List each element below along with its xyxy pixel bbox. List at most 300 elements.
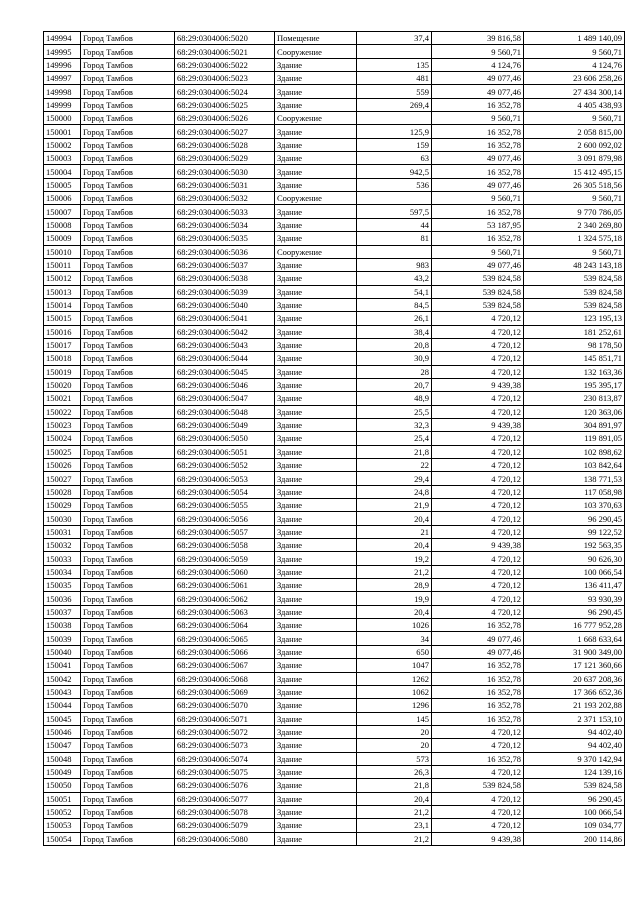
object-type-cell: Здание <box>275 352 357 365</box>
cadastral-value-cell: 17 366 652,36 <box>524 685 625 698</box>
rate-cell: 49 077,46 <box>432 645 524 658</box>
cadastral-number-cell: 68:29:0304006:5055 <box>175 499 275 512</box>
rate-cell: 539 824,58 <box>432 285 524 298</box>
city-cell: Город Тамбов <box>81 165 175 178</box>
table-row <box>44 685 625 698</box>
row-number-cell: 149999 <box>44 98 81 111</box>
area-cell <box>357 45 432 58</box>
table-row <box>44 245 625 258</box>
area-cell: 21,9 <box>357 499 432 512</box>
city-cell: Город Тамбов <box>81 445 175 458</box>
area-cell <box>357 192 432 205</box>
row-number-cell: 150028 <box>44 485 81 498</box>
cadastral-value-cell: 230 813,87 <box>524 392 625 405</box>
object-type-cell: Здание <box>275 565 357 578</box>
city-cell: Город Тамбов <box>81 725 175 738</box>
cadastral-number-cell: 68:29:0304006:5033 <box>175 205 275 218</box>
cadastral-value-cell: 4 405 438,93 <box>524 98 625 111</box>
object-type-cell: Здание <box>275 178 357 191</box>
cadastral-number-cell: 68:29:0304006:5063 <box>175 605 275 618</box>
rate-cell: 4 720,12 <box>432 472 524 485</box>
table-row <box>44 365 625 378</box>
object-type-cell: Здание <box>275 418 357 431</box>
rate-cell: 4 720,12 <box>432 312 524 325</box>
cadastral-number-cell: 68:29:0304006:5076 <box>175 779 275 792</box>
city-cell: Город Тамбов <box>81 659 175 672</box>
area-cell: 21,2 <box>357 565 432 578</box>
city-cell: Город Тамбов <box>81 472 175 485</box>
rate-cell: 16 352,78 <box>432 672 524 685</box>
table-row <box>44 699 625 712</box>
cadastral-value-cell: 23 606 258,26 <box>524 72 625 85</box>
rate-cell: 4 720,12 <box>432 725 524 738</box>
cadastral-value-cell: 20 637 208,36 <box>524 672 625 685</box>
cadastral-value-cell: 2 371 153,10 <box>524 712 625 725</box>
cadastral-value-cell: 2 340 269,80 <box>524 218 625 231</box>
cadastral-number-cell: 68:29:0304006:5047 <box>175 392 275 405</box>
city-cell: Город Тамбов <box>81 138 175 151</box>
city-cell: Город Тамбов <box>81 178 175 191</box>
object-type-cell: Сооружение <box>275 192 357 205</box>
table-row <box>44 218 625 231</box>
cadastral-value-cell: 94 402,40 <box>524 725 625 738</box>
area-cell: 20 <box>357 739 432 752</box>
row-number-cell: 150007 <box>44 205 81 218</box>
rate-cell: 539 824,58 <box>432 272 524 285</box>
rate-cell: 4 720,12 <box>432 392 524 405</box>
table-row <box>44 672 625 685</box>
city-cell: Город Тамбов <box>81 285 175 298</box>
row-number-cell: 149995 <box>44 45 81 58</box>
rate-cell: 9 560,71 <box>432 245 524 258</box>
area-cell: 21,2 <box>357 832 432 845</box>
rate-cell: 49 077,46 <box>432 85 524 98</box>
city-cell: Город Тамбов <box>81 58 175 71</box>
cadastral-number-cell: 68:29:0304006:5024 <box>175 85 275 98</box>
cadastral-number-cell: 68:29:0304006:5044 <box>175 352 275 365</box>
rate-cell: 16 352,78 <box>432 752 524 765</box>
table-row <box>44 739 625 752</box>
row-number-cell: 149997 <box>44 72 81 85</box>
cadastral-number-cell: 68:29:0304006:5030 <box>175 165 275 178</box>
row-number-cell: 150003 <box>44 152 81 165</box>
area-cell <box>357 245 432 258</box>
city-cell: Город Тамбов <box>81 205 175 218</box>
cadastral-number-cell: 68:29:0304006:5074 <box>175 752 275 765</box>
city-cell: Город Тамбов <box>81 832 175 845</box>
cadastral-number-cell: 68:29:0304006:5057 <box>175 525 275 538</box>
cadastral-number-cell: 68:29:0304006:5049 <box>175 418 275 431</box>
cadastral-value-cell: 100 066,54 <box>524 805 625 818</box>
rate-cell: 16 352,78 <box>432 232 524 245</box>
row-number-cell: 149994 <box>44 32 81 45</box>
city-cell: Город Тамбов <box>81 712 175 725</box>
table-row <box>44 98 625 111</box>
rate-cell: 16 352,78 <box>432 619 524 632</box>
row-number-cell: 150014 <box>44 298 81 311</box>
area-cell: 125,9 <box>357 125 432 138</box>
area-cell: 20,4 <box>357 512 432 525</box>
city-cell: Город Тамбов <box>81 765 175 778</box>
table-row <box>44 112 625 125</box>
rate-cell: 4 720,12 <box>432 565 524 578</box>
row-number-cell: 150021 <box>44 392 81 405</box>
city-cell: Город Тамбов <box>81 552 175 565</box>
area-cell: 44 <box>357 218 432 231</box>
object-type-cell: Здание <box>275 579 357 592</box>
cadastral-number-cell: 68:29:0304006:5028 <box>175 138 275 151</box>
rate-cell: 4 720,12 <box>432 512 524 525</box>
cadastral-number-cell: 68:29:0304006:5071 <box>175 712 275 725</box>
city-cell: Город Тамбов <box>81 405 175 418</box>
city-cell: Город Тамбов <box>81 805 175 818</box>
row-number-cell: 150006 <box>44 192 81 205</box>
cadastral-value-cell: 1 668 633,64 <box>524 632 625 645</box>
city-cell: Город Тамбов <box>81 218 175 231</box>
rate-cell: 4 720,12 <box>432 792 524 805</box>
rate-cell: 9 560,71 <box>432 112 524 125</box>
table-row <box>44 472 625 485</box>
city-cell: Город Тамбов <box>81 232 175 245</box>
table-row <box>44 432 625 445</box>
cadastral-number-cell: 68:29:0304006:5032 <box>175 192 275 205</box>
cadastral-number-cell: 68:29:0304006:5080 <box>175 832 275 845</box>
rate-cell: 16 352,78 <box>432 659 524 672</box>
rate-cell: 9 439,38 <box>432 832 524 845</box>
row-number-cell: 150048 <box>44 752 81 765</box>
area-cell <box>357 112 432 125</box>
cadastral-value-cell: 138 771,53 <box>524 472 625 485</box>
cadastral-number-cell: 68:29:0304006:5061 <box>175 579 275 592</box>
row-number-cell: 150035 <box>44 579 81 592</box>
object-type-cell: Здание <box>275 539 357 552</box>
cadastral-value-cell: 539 824,58 <box>524 272 625 285</box>
object-type-cell: Здание <box>275 712 357 725</box>
cadastral-value-cell: 9 560,71 <box>524 112 625 125</box>
cadastral-number-cell: 68:29:0304006:5068 <box>175 672 275 685</box>
rate-cell: 16 352,78 <box>432 98 524 111</box>
cadastral-number-cell: 68:29:0304006:5040 <box>175 298 275 311</box>
table-row <box>44 459 625 472</box>
cadastral-number-cell: 68:29:0304006:5036 <box>175 245 275 258</box>
rate-cell: 4 720,12 <box>432 552 524 565</box>
cadastral-number-cell: 68:29:0304006:5075 <box>175 765 275 778</box>
object-type-cell: Здание <box>275 699 357 712</box>
city-cell: Город Тамбов <box>81 352 175 365</box>
object-type-cell: Здание <box>275 752 357 765</box>
row-number-cell: 150017 <box>44 338 81 351</box>
rate-cell: 9 560,71 <box>432 192 524 205</box>
row-number-cell: 150026 <box>44 459 81 472</box>
cadastral-value-cell: 117 058,98 <box>524 485 625 498</box>
row-number-cell: 150008 <box>44 218 81 231</box>
row-number-cell: 150038 <box>44 619 81 632</box>
cadastral-value-cell: 48 243 143,18 <box>524 258 625 271</box>
row-number-cell: 150044 <box>44 699 81 712</box>
table-row <box>44 285 625 298</box>
area-cell: 29,4 <box>357 472 432 485</box>
city-cell: Город Тамбов <box>81 72 175 85</box>
cadastral-value-cell: 123 195,13 <box>524 312 625 325</box>
table-row <box>44 792 625 805</box>
city-cell: Город Тамбов <box>81 378 175 391</box>
area-cell: 597,5 <box>357 205 432 218</box>
area-cell: 32,3 <box>357 418 432 431</box>
object-type-cell: Здание <box>275 765 357 778</box>
cadastral-number-cell: 68:29:0304006:5025 <box>175 98 275 111</box>
city-cell: Город Тамбов <box>81 525 175 538</box>
cadastral-number-cell: 68:29:0304006:5073 <box>175 739 275 752</box>
table-row <box>44 72 625 85</box>
cadastral-number-cell: 68:29:0304006:5031 <box>175 178 275 191</box>
object-type-cell: Здание <box>275 659 357 672</box>
area-cell: 650 <box>357 645 432 658</box>
object-type-cell: Сооружение <box>275 45 357 58</box>
cadastral-number-cell: 68:29:0304006:5056 <box>175 512 275 525</box>
rate-cell: 4 720,12 <box>432 432 524 445</box>
row-number-cell: 150005 <box>44 178 81 191</box>
table-row <box>44 539 625 552</box>
area-cell: 21 <box>357 525 432 538</box>
object-type-cell: Здание <box>275 605 357 618</box>
city-cell: Город Тамбов <box>81 459 175 472</box>
row-number-cell: 150015 <box>44 312 81 325</box>
property-table <box>43 31 625 846</box>
city-cell: Город Тамбов <box>81 98 175 111</box>
table-row <box>44 632 625 645</box>
cadastral-value-cell: 539 824,58 <box>524 285 625 298</box>
row-number-cell: 150023 <box>44 418 81 431</box>
area-cell: 481 <box>357 72 432 85</box>
table-row <box>44 298 625 311</box>
object-type-cell: Здание <box>275 672 357 685</box>
area-cell: 145 <box>357 712 432 725</box>
rate-cell: 16 352,78 <box>432 125 524 138</box>
area-cell: 28 <box>357 365 432 378</box>
area-cell: 43,2 <box>357 272 432 285</box>
object-type-cell: Здание <box>275 392 357 405</box>
table-row <box>44 58 625 71</box>
table-row <box>44 565 625 578</box>
cadastral-number-cell: 68:29:0304006:5022 <box>175 58 275 71</box>
object-type-cell: Здание <box>275 138 357 151</box>
area-cell: 20,4 <box>357 539 432 552</box>
rate-cell: 49 077,46 <box>432 632 524 645</box>
row-number-cell: 150032 <box>44 539 81 552</box>
cadastral-number-cell: 68:29:0304006:5042 <box>175 325 275 338</box>
area-cell: 1062 <box>357 685 432 698</box>
cadastral-value-cell: 1 489 140,09 <box>524 32 625 45</box>
table-row <box>44 525 625 538</box>
city-cell: Город Тамбов <box>81 739 175 752</box>
table-row <box>44 232 625 245</box>
row-number-cell: 149998 <box>44 85 81 98</box>
city-cell: Город Тамбов <box>81 792 175 805</box>
area-cell: 1047 <box>357 659 432 672</box>
rate-cell: 4 720,12 <box>432 819 524 832</box>
cadastral-number-cell: 68:29:0304006:5041 <box>175 312 275 325</box>
table-row <box>44 165 625 178</box>
cadastral-number-cell: 68:29:0304006:5029 <box>175 152 275 165</box>
table-row <box>44 392 625 405</box>
cadastral-value-cell: 15 412 495,15 <box>524 165 625 178</box>
city-cell: Город Тамбов <box>81 752 175 765</box>
object-type-cell: Здание <box>275 338 357 351</box>
table-row <box>44 32 625 45</box>
cadastral-number-cell: 68:29:0304006:5060 <box>175 565 275 578</box>
table-row <box>44 805 625 818</box>
city-cell: Город Тамбов <box>81 392 175 405</box>
cadastral-value-cell: 1 324 575,18 <box>524 232 625 245</box>
row-number-cell: 150004 <box>44 165 81 178</box>
object-type-cell: Здание <box>275 405 357 418</box>
rate-cell: 9 439,38 <box>432 378 524 391</box>
area-cell: 26,3 <box>357 765 432 778</box>
object-type-cell: Здание <box>275 232 357 245</box>
area-cell: 30,9 <box>357 352 432 365</box>
row-number-cell: 150037 <box>44 605 81 618</box>
area-cell: 20,4 <box>357 605 432 618</box>
cadastral-value-cell: 181 252,61 <box>524 325 625 338</box>
row-number-cell: 150036 <box>44 592 81 605</box>
object-type-cell: Сооружение <box>275 245 357 258</box>
rate-cell: 4 720,12 <box>432 405 524 418</box>
cadastral-value-cell: 98 178,50 <box>524 338 625 351</box>
cadastral-value-cell: 9 370 142,94 <box>524 752 625 765</box>
area-cell: 983 <box>357 258 432 271</box>
object-type-cell: Здание <box>275 298 357 311</box>
table-row <box>44 445 625 458</box>
row-number-cell: 150010 <box>44 245 81 258</box>
object-type-cell: Здание <box>275 165 357 178</box>
cadastral-value-cell: 119 891,05 <box>524 432 625 445</box>
cadastral-number-cell: 68:29:0304006:5070 <box>175 699 275 712</box>
object-type-cell: Здание <box>275 779 357 792</box>
table-row <box>44 152 625 165</box>
table-row <box>44 378 625 391</box>
object-type-cell: Здание <box>275 552 357 565</box>
city-cell: Город Тамбов <box>81 819 175 832</box>
city-cell: Город Тамбов <box>81 539 175 552</box>
city-cell: Город Тамбов <box>81 605 175 618</box>
row-number-cell: 150047 <box>44 739 81 752</box>
cadastral-number-cell: 68:29:0304006:5027 <box>175 125 275 138</box>
rate-cell: 16 352,78 <box>432 205 524 218</box>
row-number-cell: 150019 <box>44 365 81 378</box>
area-cell: 20,4 <box>357 792 432 805</box>
cadastral-number-cell: 68:29:0304006:5066 <box>175 645 275 658</box>
rate-cell: 4 720,12 <box>432 485 524 498</box>
object-type-cell: Здание <box>275 325 357 338</box>
table-row <box>44 779 625 792</box>
cadastral-value-cell: 304 891,97 <box>524 418 625 431</box>
row-number-cell: 150043 <box>44 685 81 698</box>
city-cell: Город Тамбов <box>81 112 175 125</box>
table-row <box>44 499 625 512</box>
area-cell: 159 <box>357 138 432 151</box>
cadastral-number-cell: 68:29:0304006:5072 <box>175 725 275 738</box>
table-row <box>44 725 625 738</box>
city-cell: Город Тамбов <box>81 579 175 592</box>
cadastral-value-cell: 9 560,71 <box>524 192 625 205</box>
city-cell: Город Тамбов <box>81 619 175 632</box>
area-cell: 1026 <box>357 619 432 632</box>
row-number-cell: 150020 <box>44 378 81 391</box>
cadastral-number-cell: 68:29:0304006:5048 <box>175 405 275 418</box>
object-type-cell: Здание <box>275 285 357 298</box>
object-type-cell: Здание <box>275 832 357 845</box>
cadastral-number-cell: 68:29:0304006:5058 <box>175 539 275 552</box>
object-type-cell: Сооружение <box>275 112 357 125</box>
row-number-cell: 150034 <box>44 565 81 578</box>
rate-cell: 4 720,12 <box>432 365 524 378</box>
object-type-cell: Здание <box>275 85 357 98</box>
row-number-cell: 150054 <box>44 832 81 845</box>
city-cell: Город Тамбов <box>81 312 175 325</box>
row-number-cell: 150012 <box>44 272 81 285</box>
cadastral-value-cell: 96 290,45 <box>524 792 625 805</box>
cadastral-number-cell: 68:29:0304006:5051 <box>175 445 275 458</box>
row-number-cell: 150052 <box>44 805 81 818</box>
area-cell: 21,2 <box>357 805 432 818</box>
object-type-cell: Здание <box>275 312 357 325</box>
cadastral-value-cell: 192 563,35 <box>524 539 625 552</box>
cadastral-value-cell: 96 290,45 <box>524 512 625 525</box>
cadastral-number-cell: 68:29:0304006:5079 <box>175 819 275 832</box>
row-number-cell: 150039 <box>44 632 81 645</box>
cadastral-value-cell: 17 121 360,66 <box>524 659 625 672</box>
area-cell: 38,4 <box>357 325 432 338</box>
city-cell: Город Тамбов <box>81 418 175 431</box>
cadastral-value-cell: 109 034,77 <box>524 819 625 832</box>
rate-cell: 4 720,12 <box>432 525 524 538</box>
cadastral-number-cell: 68:29:0304006:5078 <box>175 805 275 818</box>
area-cell: 559 <box>357 85 432 98</box>
object-type-cell: Здание <box>275 792 357 805</box>
table-row <box>44 418 625 431</box>
city-cell: Город Тамбов <box>81 325 175 338</box>
cadastral-value-cell: 200 114,86 <box>524 832 625 845</box>
table-row <box>44 272 625 285</box>
city-cell: Город Тамбов <box>81 32 175 45</box>
rate-cell: 16 352,78 <box>432 699 524 712</box>
city-cell: Город Тамбов <box>81 672 175 685</box>
area-cell: 28,9 <box>357 579 432 592</box>
city-cell: Город Тамбов <box>81 685 175 698</box>
cadastral-number-cell: 68:29:0304006:5038 <box>175 272 275 285</box>
cadastral-number-cell: 68:29:0304006:5023 <box>175 72 275 85</box>
row-number-cell: 150002 <box>44 138 81 151</box>
object-type-cell: Здание <box>275 499 357 512</box>
cadastral-number-cell: 68:29:0304006:5039 <box>175 285 275 298</box>
row-number-cell: 150051 <box>44 792 81 805</box>
object-type-cell: Здание <box>275 205 357 218</box>
cadastral-value-cell: 195 395,17 <box>524 378 625 391</box>
row-number-cell: 150041 <box>44 659 81 672</box>
object-type-cell: Здание <box>275 485 357 498</box>
area-cell: 20 <box>357 725 432 738</box>
rate-cell: 49 077,46 <box>432 152 524 165</box>
row-number-cell: 150030 <box>44 512 81 525</box>
row-number-cell: 150001 <box>44 125 81 138</box>
area-cell: 37,4 <box>357 32 432 45</box>
table-row <box>44 352 625 365</box>
row-number-cell: 150022 <box>44 405 81 418</box>
area-cell: 19,9 <box>357 592 432 605</box>
table-row <box>44 312 625 325</box>
table-row <box>44 619 625 632</box>
area-cell: 48,9 <box>357 392 432 405</box>
